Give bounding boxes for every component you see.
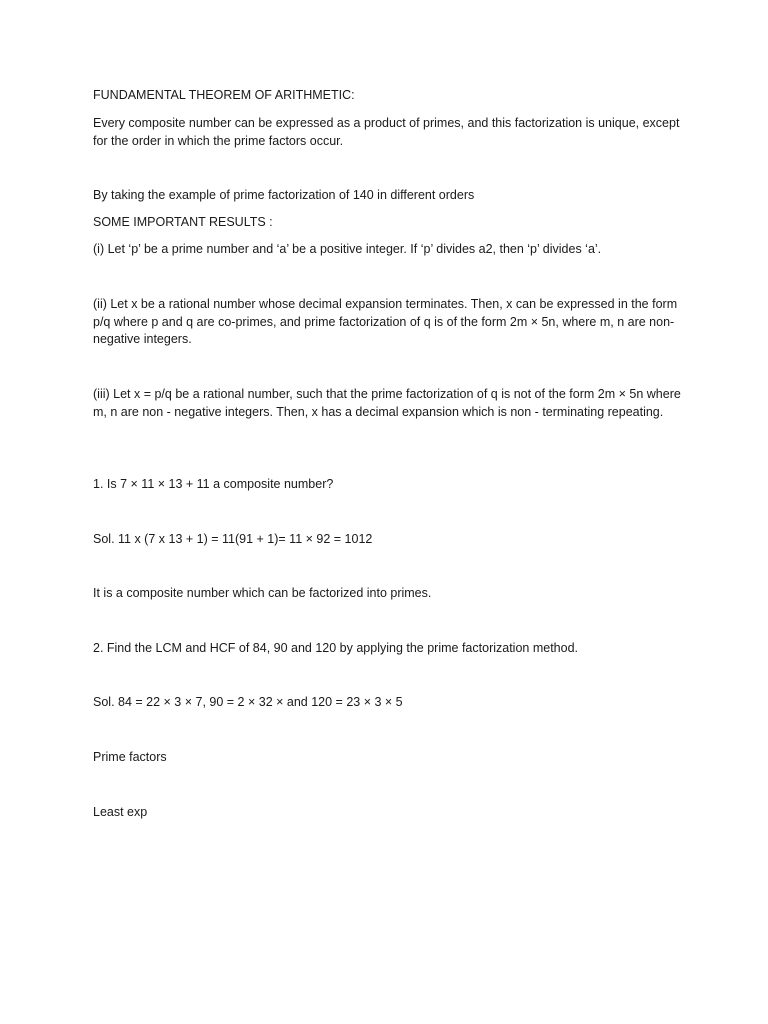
question-1: 1. Is 7 × 11 × 13 + 11 a composite number? (93, 477, 334, 491)
least-exp-label: Least exp (93, 805, 148, 819)
question-1-solution: Sol. 11 x (7 x 13 + 1) = 11(91 + 1)= 11 × 92 = 1012 (93, 532, 373, 546)
question-2: 2. Find the LCM and HCF of 84, 90 and 120 by applying the prime factorization method. (93, 641, 578, 655)
result-1: (i) Let ‘p’ be a prime number and ‘a’ be a positive integer. If ‘p’ divides a2, then ‘p’ divides ‘a’. (93, 242, 602, 256)
example-intro: By taking the example of prime factorization of 140 in different orders (93, 188, 475, 202)
document-heading: FUNDAMENTAL THEOREM OF ARITHMETIC: (93, 88, 355, 102)
result-2: (ii) Let x be a rational number whose decimal expansion terminates. Then, x can be expressed in the form p/q where p and q are co-primes, and prime factorization of q is of the form 2m × 5n, where m, n are non-negative integers. (93, 297, 678, 346)
results-heading: SOME IMPORTANT RESULTS : (93, 215, 273, 229)
prime-factors-label: Prime factors (93, 750, 167, 764)
question-2-solution: Sol. 84 = 22 × 3 × 7, 90 = 2 × 32 × and 120 = 23 × 3 × 5 (93, 695, 403, 709)
result-3: (iii) Let x = p/q be a rational number, such that the prime factorization of q is not of the form 2m × 5n where m, n are non - negative integers. Then, x has a decimal expansion which is non - terminating repeating. (93, 387, 681, 419)
theorem-statement: Every composite number can be expressed as a product of primes, and this factorization is unique, except for the order in which the prime factors occur. (93, 116, 680, 148)
question-1-conclusion: It is a composite number which can be factorized into primes. (93, 586, 432, 600)
